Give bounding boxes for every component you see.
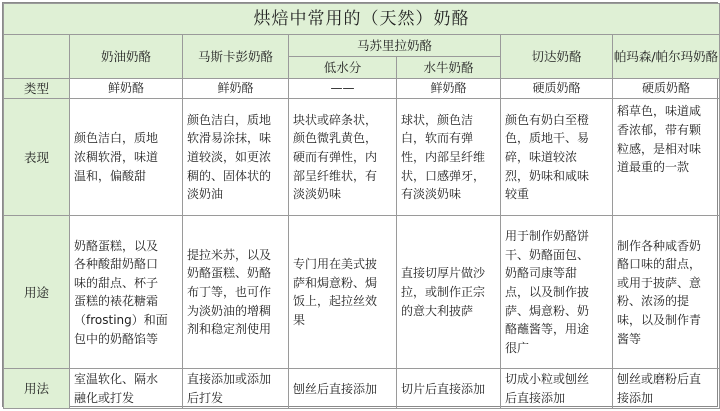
appearance-cheddar: 颜色有奶白至橙 色，质地干、易 碎，味道较浓 烈，奶味和咸味 较重 [505,112,590,202]
row-label-type: 类型 [4,79,70,99]
appearance-parmesan: 稻草色，味道咸 香浓郁，带有颗 粒感，是相对味 道最重的一款 [617,104,702,175]
usage-cheddar: 用于制作奶酪饼 干、奶酪面包、 奶酪司康等甜 点，以及制作披 萨、焗意粉、奶 酪蘸酱等，用途 很广 [505,229,590,355]
corner-cell [4,35,70,79]
method-parmesan-cell [613,369,720,409]
row-label-usage: 用途 [4,216,70,369]
type-mozzarella-buffalo: 鲜奶酪 [397,79,501,99]
appearance-mozzarella-buffalo: 球状，颜色洁 白，软而有弹 性，内部呈纤维 状，口感弹牙， 有淡淡奶味 [401,112,486,202]
cheese-table-sheet [2,2,718,407]
type-butter-cheese: 鲜奶酪 [70,79,183,99]
header-mascarpone: 马斯卡彭奶酪 [183,35,289,79]
type-mascarpone: 鲜奶酪 [183,79,289,99]
usage-mascarpone-cell [183,216,289,369]
type-cheddar: 硬质奶酪 [501,79,613,99]
header-parmesan: 帕玛森/帕尔玛奶酪 [613,35,720,79]
usage-parmesan: 制作各种咸香奶 酪口味的甜点， 或用于披萨、意 粉、浓汤的提 味，以及制作青 酱等 [617,238,702,346]
usage-butter-cheese: 奶酪蛋糕，以及 各种酸甜奶酪口 味的甜点、杯子 蛋糕的裱花糖霜 （frosting）和面 包中的奶酪馅等 [74,238,168,346]
row-method [4,369,720,409]
usage-mascarpone: 提拉米苏，以及 奶酪蛋糕、奶酪 布丁等，也可作 为淡奶油的增稠 剂和稳定剂使用 [187,247,272,337]
method-cheddar: 切成小粒或刨丝 后直接添加 [505,372,590,405]
usage-cheddar-cell [501,216,613,369]
header-mozzarella-buffalo: 水牛奶酪 [397,57,501,79]
appearance-cheddar-cell [501,99,613,216]
appearance-mozzarella-low: 块状或碎条状， 颜色微乳黄色， 硬而有弹性，内 部呈纤维状，有 淡淡奶味 [293,112,378,202]
appearance-butter-cheese: 颜色洁白，质地 浓稠软滑，味道 温和，偏酸甜 [74,131,159,183]
usage-parmesan-cell [613,216,720,369]
type-parmesan: 硬质奶酪 [613,79,720,99]
usage-mozzarella-buffalo-cell [397,216,501,369]
appearance-mascarpone: 颜色洁白，质地 软滑易涂抹，味 道较淡，如更浓 稠的、固体状的 淡奶油 [187,112,272,202]
appearance-mozzarella-low-cell [289,99,397,216]
method-cheddar-cell [501,369,613,409]
method-mascarpone: 直接添加或添加 后打发 [187,372,272,405]
header-butter-cheese: 奶油奶酪 [70,35,183,79]
method-mascarpone-cell [183,369,289,409]
header-mozzarella: 马苏里拉奶酪 [289,35,501,57]
method-mozzarella-buffalo-cell [397,369,501,409]
appearance-mozzarella-buffalo-cell [397,99,501,216]
method-butter-cheese-cell [70,369,183,409]
row-label-method: 用法 [4,369,70,409]
appearance-butter-cheese-cell [70,99,183,216]
usage-mozzarella-low-cell [289,216,397,369]
row-type [4,79,720,99]
method-parmesan: 刨丝或磨粉后直 接添加 [617,372,702,405]
row-label-appearance: 表现 [4,99,70,216]
usage-butter-cheese-cell [70,216,183,369]
method-mozzarella-low: 刨丝后直接添加 [293,381,378,396]
title-row [4,4,720,35]
appearance-mascarpone-cell [183,99,289,216]
method-mozzarella-buffalo: 切片后直接添加 [401,381,486,396]
method-mozzarella-low-cell [289,369,397,409]
row-appearance [4,99,720,216]
table-title: 烘焙中常用的（天然）奶酪 [4,4,720,35]
header-row-1 [4,35,720,57]
usage-mozzarella-low: 专门用在美式披 萨和焗意粉、焗 饭上，起拉丝效 果 [293,257,378,327]
method-butter-cheese: 室温软化、隔水 融化或打发 [74,372,159,405]
type-mozzarella-low: —— [289,79,397,99]
cheese-table [3,3,720,409]
row-usage [4,216,720,369]
usage-mozzarella-buffalo: 直接切厚片做沙 拉，或制作正宗 的意大利披萨 [401,266,486,318]
header-mozzarella-low-moisture: 低水分 [289,57,397,79]
header-cheddar: 切达奶酪 [501,35,613,79]
appearance-parmesan-cell [613,99,720,216]
